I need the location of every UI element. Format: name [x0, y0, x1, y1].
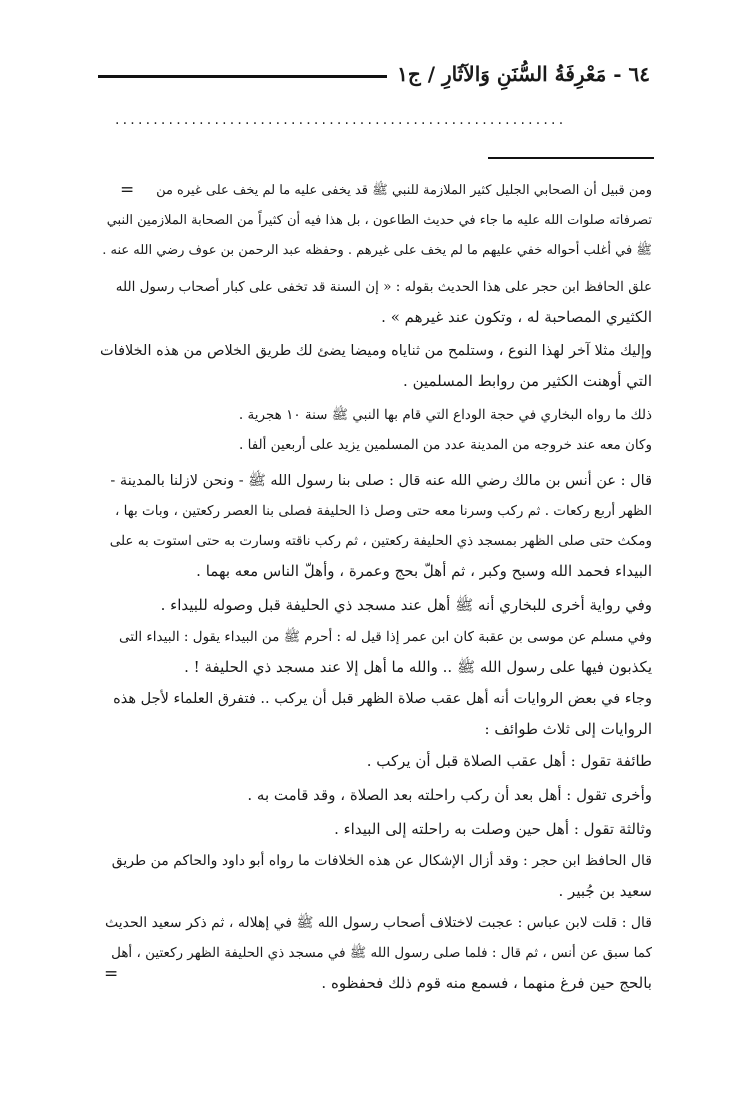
- footnote-rule: [488, 157, 654, 159]
- text-line: وفي مسلم عن موسى بن عقبة كان ابن عمر إذا قيل له : أحرم ﷺ من البيداء يقول : البيداء التى: [118, 629, 652, 645]
- text-line: وثالثة تقول : أهل حين وصلت به راحلته إلى البيداء .: [334, 820, 652, 838]
- text-line: الكثيري المصاحبة له ، وتكون عند غيرهم » .: [381, 308, 652, 326]
- text-line: علق الحافظ ابن حجر على هذا الحديث بقوله : « إن السنة قد تخفى على كبار أصحاب رسول الله: [115, 279, 652, 295]
- text-line: بالحج حين فرغ منهما ، فسمع منه قوم ذلك فحفظوه .: [321, 974, 652, 992]
- text-line: تصرفاته صلوات الله عليه ما جاء في حديث الطاعون ، بل هذا فيه أن كثيراً من الصحابة الملازمين النبي: [106, 213, 652, 228]
- text-line: التي أوهنت الكثير من روابط المسلمين .: [403, 372, 652, 390]
- text-line: يكذبون فيها على رسول الله ﷺ .. والله ما أهل إلا عند مسجد ذي الحليفة ! .: [184, 658, 652, 676]
- continuation-marker-top: =: [120, 180, 135, 200]
- text-line: قال : قلت لابن عباس : عجبت لاختلاف أصحاب رسول الله ﷺ في إهلاله ، ثم ذكر سعيد الحديث: [104, 915, 652, 931]
- text-line: ومن قبيل أن الصحابي الجليل كثير الملازمة للنبي ﷺ قد يخفى عليه ما لم يخف على غيره من: [156, 183, 652, 198]
- header-rule: [98, 75, 387, 78]
- text-line: وأخرى تقول : أهل بعد أن ركب راحلته بعد الصلاة ، وقد قامت به .: [247, 786, 652, 804]
- text-line: وفي رواية أخرى للبخاري أنه ﷺ أهل عند مسجد ذي الحليفة قبل وصوله للبيداء .: [160, 596, 652, 614]
- text-line: وجاء في بعض الروايات أنه أهل عقب صلاة الظهر قبل أن يركب .. فتفرق العلماء لأجل هذه: [113, 691, 652, 707]
- text-line: وإليك مثلا آخر لهذا النوع ، وستلمح من ثناياه وميضا يضئ لك طريق الخلاص من هذه الخلافات: [100, 343, 652, 359]
- text-line: كما سبق عن أنس ، ثم قال : فلما صلى رسول الله ﷺ في مسجد ذي الحليفة الظهر ركعتين ، أهل: [111, 945, 652, 961]
- page-header: [98, 54, 650, 94]
- continuation-marker-bottom: =: [104, 964, 119, 984]
- text-line: سعيد بن جُبير .: [558, 882, 652, 900]
- text-line: البيداء فحمد الله وسبح وكبر ، ثم أهلّ بحج وعمرة ، وأهلّ الناس معه بهما .: [196, 562, 652, 580]
- dotted-separator: ...........................................................: [115, 112, 567, 128]
- text-line: الظهر أربع ركعات . ثم ركب وسرنا معه حتى وصل ذا الحليفة فصلى بنا العصر ركعتين ، وبات بها ،: [115, 503, 652, 519]
- text-line: قال : عن أنس بن مالك رضي الله عنه قال : صلى بنا رسول الله ﷺ - ونحن لازلنا بالمدينة -: [110, 473, 652, 489]
- text-line: قال الحافظ ابن حجر : وقد أزال الإشكال عن هذه الخلافات ما رواه أبو داود والحاكم من طريق: [111, 853, 652, 869]
- text-line: ومكث حتى صلى الظهر بمسجد ذي الحليفة ركعتين ، ثم ركب ناقته وسارت به حتى استوت به على: [109, 533, 652, 549]
- text-line: طائفة تقول : أهل عقب الصلاة قبل أن يركب .: [366, 752, 652, 770]
- text-line: وكان معه عند خروجه من المدينة عدد من المسلمين يزيد على أربعين ألفا .: [239, 437, 652, 453]
- text-line: ذلك ما رواه البخاري في حجة الوداع التي قام بها النبي ﷺ سنة ١٠ هجرية .: [238, 407, 652, 423]
- text-line: الروايات إلى ثلاث طوائف :: [484, 720, 652, 738]
- running-title: ٦٤ - مَعْرِفَةُ السُّنَنِ وَالآثَارِ / ج١: [397, 62, 650, 86]
- text-line: ﷺ في أغلب أحواله خفي عليهم ما لم يخف على غيرهم . وحفظه عبد الرحمن بن عوف رضي الله عنه .: [102, 243, 652, 258]
